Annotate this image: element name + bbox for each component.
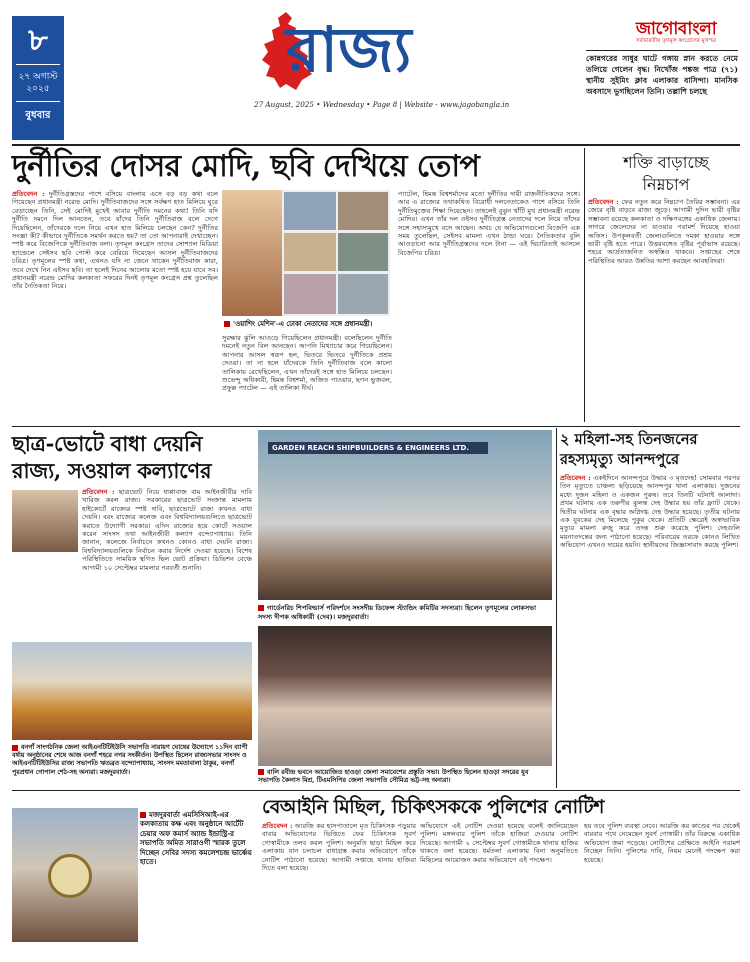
lead-photo-caption	[224, 320, 392, 329]
students-col	[82, 488, 252, 638]
shipyard-photo	[258, 430, 552, 600]
lead-headline: দুর্নীতির দোসর মোদি, ছবি দেখিয়ে তোপ	[12, 149, 480, 184]
bottom-col-1	[262, 822, 416, 948]
lead-col-3-text: প্যাটেল, হিমন্ত বিশ্বশর্মাদের মতো দুর্নীতির দায়ী রাজনীতিকদের সঙ্গে। আর এ রাজ্যের তথাকথিত বিরোধী দলনেতাকেও পাশে বসিয়ে তিনি দুর্নীতিমুক্তের শিক্ষা দিয়েছেন। তাহলেই বুঝুন খাঁটি মুখ প্রধানমন্ত্রী নরেন্দ্র মোদির। এখন তাঁর দল ওইসব দুর্নীতিগ্রস্ত নেতাদের দলে নিয়ে তাঁদের সঙ্গে সহাস্যমুখে বসে আছেন। অথচ যে অভিযোগগুলো বিজেপি এক সময় তুলেছিল, সেইসব মামলা এখন ঠান্ডা ঘরে। নৈতিকতার বুলি আওড়ানো আর দুর্নীতিগ্রস্তদের দলে টানা — এই দ্বিচারিতাই আসলে বিজেপির চরিত্র।	[398, 190, 580, 257]
byline: প্রতিবেদন :	[560, 474, 591, 482]
masthead-title: রাজ্য	[286, 13, 412, 86]
masthead-dateline: 27 August, 2025 • Wednesday • Page 8 | Website - www.jagobangla.in	[254, 100, 510, 109]
mystery-text: প্রতিবেদন : একইদিনে আনন্দপুরে উদ্ধার ৩ মৃতদেহ! সোমবার পরপর তিন মৃত্যুতে চাঞ্চল্য ছড়িয়েছে আনন্দপুর থানা এলাকায়। দুজনের মধ্যে দুজন মহিলা ও একজন পুরুষ। তবে তিনটি ঘটনাই আলাদা। প্রথম ঘটনায় এক তরুণীর ঝুলন্ত দেহ উদ্ধার হয় তাঁর ফ্ল্যাট থেকে। দ্বিতীয় ঘটনায় এক বৃদ্ধার অগ্নিদগ্ধ দেহ উদ্ধার হয়েছে। তৃতীয় ঘটনায় এক যুবকের দেহ মিলেছে পুকুর থেকে। প্রতিটি ক্ষেত্রেই অস্বাভাবিক মৃত্যুর মামলা রুজু করে তদন্ত শুরু করেছে পুলিশ। দেহগুলি ময়নাতদন্তের জন্য পাঠানো হয়েছে। পরিবারের তরফে কোনও লিখিত অভিযোগ এখনও দায়ের হয়নি। স্থানীয়দের জিজ্ঞাসাবাদ করছে পুলিশ।	[560, 474, 740, 550]
bottom-headline: বেআইনি মিছিল, চিকিৎসককে পুলিশের নোটিশ	[262, 796, 605, 818]
lead-col-2	[222, 334, 392, 422]
meeting-caption-text: বালি রবীন্দ্র ভবনে আয়োজিত হাওড়া জেলা সমাবেশের প্রস্তুতি সভা। উপস্থিত ছিলেন হাওড়া সদরের যুব সভাপতি কৈলাস মিশ্র, টিএমসিপির জেলা সভাপতি সৌমিত্র ভট্ট-সহ অন্যরা।	[258, 768, 529, 785]
award-caption	[140, 810, 258, 866]
bottom-col-2-text: অভিযোগে এই নোটিশ দেওয়া হয়েছে বলেই জানিয়েছেন পুলিশ। মঙ্গলবার পুলিশ তাঁকে হাজিরা দেওয়ার নোটিশ দিয়েছে। আগামী ২ সেপ্টেম্বর সুবর্ণ গোস্বামীকে থানায় হাজির থাকতে বলা হয়েছে। ধর্মতলা এলাকায় বিনা অনুমতিতে মিছিলের আয়োজন করার অভিযোগে এই পদক্ষেপ।	[420, 822, 578, 864]
brand-tagline: সর্বভারতীয় তৃণমূল কংগ্রেসের মুখপত্র	[635, 38, 717, 44]
rally-photo-caption	[12, 744, 252, 777]
weather-headline: শক্তি বাড়াচ্ছে নিম্নচাপ	[623, 153, 709, 194]
bottom-col-2	[420, 822, 578, 948]
page-number: ৮	[28, 23, 48, 58]
mystery-headline: ২ মহিলা-সহ তিনজনের রহস্যমৃত্যু আনন্দপুরে	[560, 431, 698, 468]
lead-photo-collage-2	[392, 190, 394, 191]
students-headline: ছাত্র-ভোটে বাধা দেয়নি রাজ্য, সওয়াল কল্যাণের	[12, 431, 212, 483]
award-caption-text: মজদুরবার্তা এমসিসিআই-এর কলকাতায় কক্ষ এবং অনুষ্ঠানে আর্টেট চেয়ার অফ কমার্স অ্যান্ড ইন্ডাস্ট্রি-র সভাপতি অমিত সারাওগী স্মারক তুলে দিচ্ছেন সেবির সদস্য কমলেশচন্দ্র ভার্ষ্ণেয় হাতে।	[140, 810, 252, 867]
masthead-brief: কোন্নগরের সাধুর ঘাটে গঙ্গায় স্নান করতে নেমে তলিয়ে গেলেন বৃদ্ধ। নিখোঁজ পঙ্কজ পাত্র (৭১) স্থানীয় সুইমিং ক্লাব এলাকার বাসিন্দা। মানসিক অবসাদে ভুগছিলেন তিনি। তল্লাশি চলছে	[586, 54, 738, 96]
byline: প্রতিবেদন :	[262, 822, 293, 830]
lead-photo-caption-text: 'ওয়াশিং মেশিন'-এ ঢোকা নেতাদের সঙ্গে প্রধানমন্ত্রী।	[233, 320, 373, 328]
lead-col-1	[12, 190, 218, 422]
lead-col-2-text: সুরক্ষার ঝুলি আওড়ে গিয়েছিলেন প্রধানমন্ত্রী। বলেছিলেন দুর্নীতি দমনেই নতুন বিল আনছেন। আপনি মিথ্যাচার করে গিয়েছিলেন। আপনার আসল স্বরূপ হল, ভিতরে ভিতরে দুর্নীতিকে প্রশ্রয় দেওয়া। তা না হলে যাঁদেরকে তিনি দুর্নীতিবাজ বলে কালো তালিকায় রেখেছিলেন, এখন তাঁদেরই সঙ্গে হাত মিলিয়ে চলছেন। শুভেন্দু অধিকারী, হিমন্ত বিশ্বশর্মা, অজিত পাওয়ার, ছগন ভুজবল, প্রফুল্ল প্যাটেল — এই তালিকা দীর্ঘ।	[222, 334, 392, 393]
issue-weekday: বুধবার	[25, 110, 51, 121]
students-rally-photo	[12, 642, 252, 740]
page-number-box	[12, 16, 64, 140]
award-photo	[12, 808, 138, 942]
lead-col-3	[398, 190, 580, 422]
mystery-col	[560, 474, 740, 788]
rally-photo-caption-text: বনগাঁ সাংগঠনিক জেলা আইএনটিটিইউসি সভাপতি নারায়ণ ঘোষের উদ্যোগে ১১দিন ব্যাপী বর্ষায় অনুষ্ঠানের শেষে আজ বনগাঁ শহরে নগর সংকীর্তন। উপস্থিত ছিলেন রাজ্যসভার সাংসদ ও আইএনটিটিইউসির রাজ্য সভাপতি ঋতব্রত বন্দ্যোপাধ্যায়, সাংসদ মমতাবালা ঠাকুর, বনগাঁ পুরপ্রধান গোপাল শেঠ-সহ অন্যরা। মজদুরবার্তা।	[12, 744, 248, 776]
shipyard-caption-text: গার্ডেনরিচ শিপবিল্ডার্স পরিদর্শনে সংসদীয় ডিফেন্স স্ট্যান্ডিং কমিটির সদস্যরা। ছিলেন তৃণমূলের লোকসভা সদস্য দীপক অধিকারী (দেব)। মজদুরবার্তা।	[258, 604, 537, 621]
lead-photo-collage	[222, 190, 390, 316]
meeting-caption	[258, 768, 552, 785]
byline: প্রতিবেদন :	[82, 488, 115, 496]
weather-col	[588, 198, 740, 422]
weather-text: প্রতিবেদন : ফের নতুন করে নিম্নচাপ তৈরির সম্ভাবনা। এর জেরে বৃষ্টি বাড়বে রাজ্য জুড়ে। আগামী দুদিন ভারী বৃষ্টির সম্ভাবনা রয়েছে কলকাতা ও দক্ষিণবঙ্গের একাধিক জেলায়। সাগরে জেলেদের না যাওয়ার পরামর্শ দিয়েছে হাওয়া অফিস। উপকূলবর্তী জেলাগুলিতে দমকা হাওয়ার সঙ্গে ভারী বৃষ্টি হতে পারে। উত্তরবঙ্গেও বৃষ্টির পূর্বাভাস রয়েছে। শহরে আর্দ্রতাজনিত অস্বস্তিও থাকবে। সপ্তাহের শেষে পরিস্থিতির আরও উন্নতির আশা করছেন আবহবিদরা।	[588, 198, 740, 265]
bottom-col-1-text: প্রতিবেদন : আরজি কর হাসপাতালে মৃত চিকিৎসক পড়ুয়ার বাবার অভিযোগের ভিত্তিতে ফের চিকিৎসক সুবর্ণ গোস্বামীকে তলব করল পুলিশ। অনুমতি ছাড়া মিছিল করে এলাকায় যান চলাচল বাধাগ্রস্ত করার অভিযোগে তাঁকে নোটিশ পাঠানো হয়েছে। আগামী সপ্তাহে থানায় হাজিরা দিতে বলা হয়েছে।	[262, 822, 416, 873]
shipyard-caption	[258, 604, 552, 621]
byline: প্রতিবেদন :	[588, 198, 619, 206]
meeting-photo	[258, 626, 552, 766]
bottom-col-3	[584, 822, 740, 948]
issue-date: ২৭ অগাস্ট ২০২৫	[18, 72, 58, 94]
kalyan-portrait	[12, 490, 78, 552]
lead-col-1-text: প্রতিবেদন : দুর্নীতিগ্রস্তদের পাশে বসিয়ে বাংলায় এসে বড় বড় কথা বলে গিয়েছেন প্রধানমন্ত্রী নরেন্দ্র মোদি। দুর্নীতিবাজদের সঙ্গে সর্বক্ষণ হাত মিলিয়ে ঘুরে বেড়াচ্ছেন তিনি, সেই মোদিই মুখেই আবার দুর্নীতি দমনের কথা! তিনি যদি দুর্নীতি দমনে দিল আনতেন, তবে যাঁদের তিনি দুর্নীতিবাজ বলে দেগে দিয়েছিলেন, তাঁদেরকে দলে নিয়ে এখন হাত মিলিয়ে চলছেন কেন? দুর্নীতির সংজ্ঞা কী? কীভাবে দুর্নীতিকে সমর্থন করতে হয়? তা তো আপনারাই দেখাচ্ছেন। স্পষ্ট করে বিজেপিকে দুর্নীতিবাজ বলা। তৃণমূল কংগ্রেস তাদের সোশ্যাল মিডিয়া হ্যান্ডেলে সেইসব ছবি পোস্ট করে বেরিয়ে দিয়েছেন আসল দুর্নীতিবাজদের চরিত্র। তৃণমূলের স্পষ্ট কথা, এখনও যদি না জেনে থাকেন দুর্নীতিবাজ কারা, তবে দেখে নিন এইসব ছবি। তা হলেই দিনের আলোর মতো স্পষ্ট হয়ে যাবে সব। প্রধানমন্ত্রী নরেন্দ্র মোদির কলকাতা সফরের দিনই তৃণমূল কংগ্রেস প্রশ্ন তুলেছিল তাঁর নৈতিকতা নিয়ে।	[12, 190, 218, 291]
brand-logo: জাগোবাংলা	[635, 19, 717, 39]
byline: প্রতিবেদন :	[12, 190, 45, 198]
bottom-col-3-text: হয় তবে পুলিশ ব্যবস্থা নেবে। আরজি কর কাণ্ডের পর থেকেই বারবার পথে নেমেছেন সুবর্ণ গোস্বামী। তাঁর বিরুদ্ধে একাধিক অভিযোগ জমা পড়েছে। নোটিশের প্রেক্ষিতে আইনি পরামর্শ নিচ্ছেন তিনি। পুলিশের দাবি, নিয়ম মেনেই পদক্ষেপ করা হয়েছে।	[584, 822, 740, 864]
students-text: প্রতিবেদন : ছাত্রভোট নিয়ে ধাপ্পাবাজ বাম আইনজীবীর দাবি খারিজ করল রাজ্য। সরকারের ছাত্রভোট সংক্রান্ত মামলায় হাইকোর্টে রাজ্যের স্পষ্ট দাবি, ছাত্রভোটে রাজ্য কখনও বাধা দেয়নি। বরং রাজ্যের কলেজ এবং বিশ্ববিদ্যালয়গুলিতে ছাত্রভোট করাতে উদ্যোগী সরকার। এদিন রাজ্যের হয়ে কোর্টে সওয়াল করেন সাংসদ তথা আইনজীবী কল্যাণ বন্দ্যোপাধ্যায়। তিনি জানান, কলেজে নির্বাচনে কখনও কোনও বাধা দেয়নি রাজ্য। বিশ্ববিদ্যালয়গুলিকে নির্বাচন করার নির্দেশ দেওয়া হয়েছে। বিশেষ পরিস্থিতিতে সাময়িক স্থগিত ছিল ভোট প্রক্রিয়া। ডিভিশন বেঞ্চে আগামী ১০ সেপ্টেম্বর মামলার পরবর্তী শুনানি।	[82, 488, 252, 572]
shipyard-banner: GARDEN REACH SHIPBUILDERS & ENGINEERS LTD.	[268, 442, 488, 454]
